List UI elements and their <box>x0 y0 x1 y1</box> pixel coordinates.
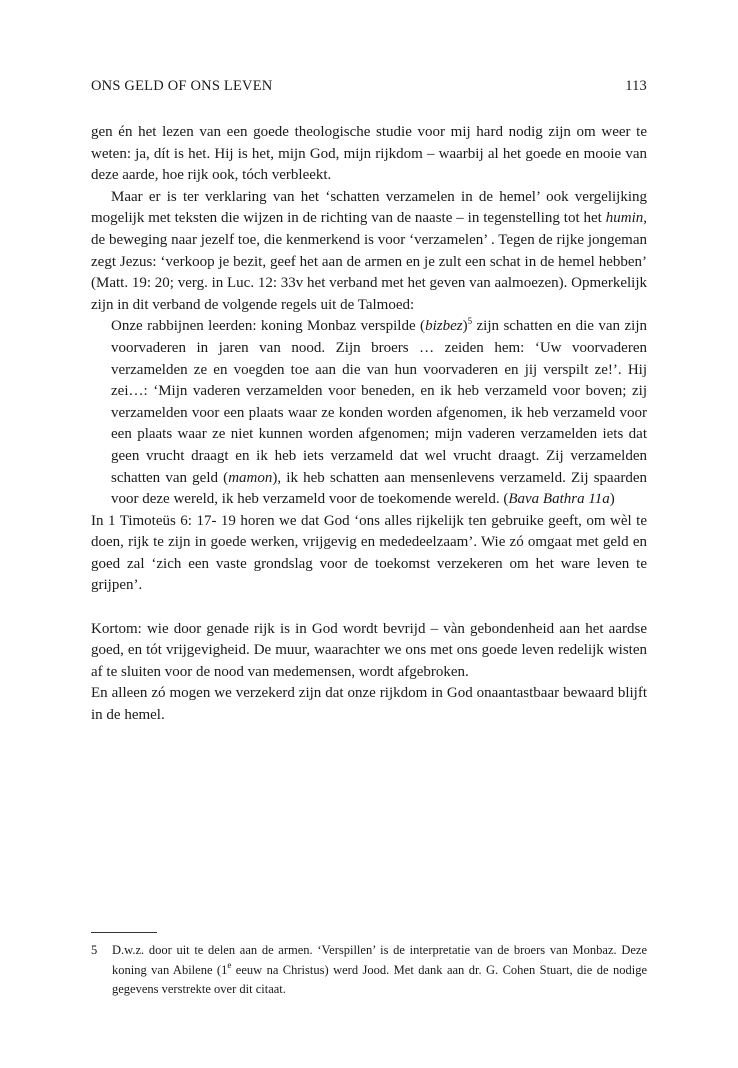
paragraph-timoteus: In 1 Timoteüs 6: 17- 19 horen we dat God ‘ons alles rijkelijk ten gebruike geeft, om wèl te doen, rijk te zijn in goede werken, vrijgevig en mededeelzaam’. Wie zó omgaat met geld en goed zal ‘zich een vaste grondslag voor de toekomst verzekeren om het ware leven te grijpen’. <box>91 512 647 594</box>
running-title: ONS GELD OF ONS LEVEN <box>91 78 273 94</box>
italic-term-bizbez: bizbez <box>425 318 463 335</box>
quote-source: Bava Bathra 11a <box>508 491 610 508</box>
talmud-quote: Onze rabbijnen leerden: koning Monbaz verspilde (bizbez)$^5$ zijn schatten en die van zijn voorvaderen in jaren van nood. Zijn broers … zeiden hem: ‘Uw voorvaderen verzamelden ze en voegden toe aan die van hun voorvaderen en jij verspilt ze!’. Hij zei…: ‘Mijn vaderen verzamelden voor beneden, en ik heb verzameld voor boven; zij verzamelden voor een plaats waar ze konden worden afgenomen, ik heb verzameld voor een plaats waar ze niet kunnen worden afgenomen; mijn vaderen verzamelden iets dat geen vrucht draagt en ik heb iets verzameld dat wel vrucht draagt. Zij verzamelden schatten van geld (mamon), ik heb schatten aan mensenlevens verzameld. Zij spaarden voor deze wereld, ik heb verzameld voor de toekomende wereld. (Bava Bathra 11a) <box>111 316 648 508</box>
paragraph-kortom: Kortom: wie door genade rijk is in God wordt bevrijd – vàn gebondenheid aan het aardse goed, en tót vrijgevigheid. De muur, waarachter we ons met ons goede leven redelijk wisten af te sluiten voor de nood van medemensen, wordt afgebroken. <box>91 620 647 680</box>
main-text <box>91 122 647 727</box>
quote-text: ), ik heb schatten aan mensenlevens verzameld. Zij spaarden voor deze wereld, ik heb verzameld voor de toekomende wereld. ( <box>111 469 648 508</box>
footnote-divider <box>91 932 157 933</box>
footnote-reference[interactable]: 5 <box>467 316 473 327</box>
footnote-text <box>112 941 647 1000</box>
footnote-text-part: D.w.z. door uit te delen aan de armen. ‘Verspillen’ is de interpretatie van de broers van Monbaz. Deze koning van Abilene (1 <box>112 943 647 977</box>
paragraph-text: Maar er is ter verklaring van het ‘schatten verzamelen in de hemel’ ook vergelijking mogelijk met teksten die wijzen in de richting van de naaste – in tegenstelling tot het <box>91 188 647 227</box>
quote-text: zijn schatten en die van zijn voorvaderen in jaren van nood. Zijn broers … zeiden hem: ‘Uw voorvaderen verzamelden ze en voegden toe aan die van hun voorvaderen en jij verspilt ze!’. Hij zei…: ‘Mijn vaderen verzamelden voor beneden, en ik heb verzameld voor boven; zij verzamelden voor een plaats waar ze konden worden afgenomen, ik heb verzameld voor een plaats waar ze niet kunnen worden afgenomen; mijn vaderen verzamelden iets dat geen vrucht draagt en ik heb iets verzameld dat wel vrucht draagt. Zij verzamelden schatten van geld ( <box>111 318 647 486</box>
footnote-number: 5 <box>91 943 98 957</box>
italic-term-mamon: mamon <box>228 469 273 486</box>
paragraph-schatten <box>91 187 647 317</box>
quote-text: Onze rabbijnen leerden: koning Monbaz verspilde ( <box>111 318 426 335</box>
paragraph-closing: En alleen zó mogen we verzekerd zijn dat onze rijkdom in God onaantastbaar bewaard blijft in de hemel. <box>91 685 647 724</box>
footnote <box>91 941 647 1000</box>
italic-term-humin: humin <box>605 210 644 227</box>
footnote-superscript: e <box>227 959 232 970</box>
paragraph-gap <box>91 597 647 619</box>
page-number: 113 <box>625 78 647 94</box>
paragraph-continued: gen én het lezen van een goede theologische studie voor mij hard nodig zijn om weer te weten: ja, dít is het. Hij is het, mijn God, mijn rijkdom – waarbij al het goede en mooie van deze aarde, hoe rijk ook, tóch verbleekt. <box>91 124 647 184</box>
footnote-text-part: eeuw na Christus) werd Jood. Met dank aan dr. G. Cohen Stuart, die de nodige gegevens verstrekte over dit citaat. <box>112 962 647 996</box>
quote-text: ) <box>609 491 615 508</box>
paragraph-text: , de beweging naar jezelf toe, die kenmerkend is voor ‘verzamelen’ . Tegen de rijke jongeman zegt Jezus: ‘verkoop je bezit, geef het aan de armen en je zult een schat in de hemel hebben’ (Matt. 19: 20; verg. in Luc. 12: 33v het verband met het geven van aalmoezen). Opmerkelijk zijn in dit verband de volgende regels uit de Talmoed: <box>91 210 647 313</box>
